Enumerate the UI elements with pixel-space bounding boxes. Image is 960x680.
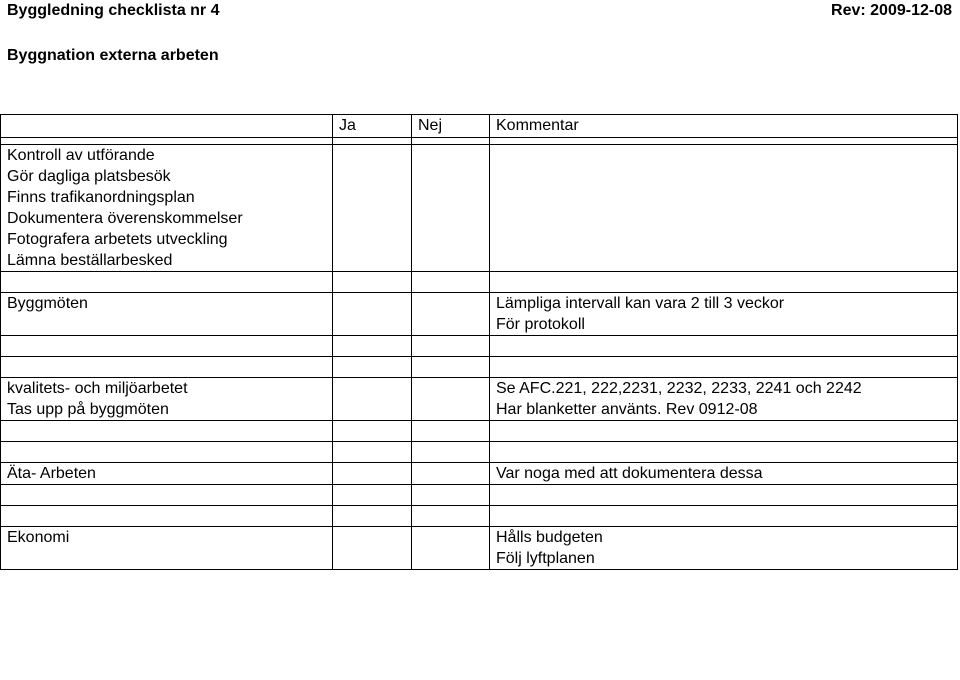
comment-cell[interactable]: För protokoll <box>490 314 958 336</box>
spacer-row <box>1 442 958 463</box>
ja-cell[interactable] <box>333 399 412 421</box>
spacer-row <box>1 336 958 357</box>
comment-cell[interactable]: Hålls budgeten <box>490 527 958 549</box>
nej-cell[interactable] <box>412 463 490 485</box>
item-label: Fotografera arbetets utveckling <box>1 229 333 250</box>
item-label: Kontroll av utförande <box>1 145 333 167</box>
checklist-item-row <box>1 548 958 570</box>
comment-cell[interactable] <box>490 166 958 187</box>
ja-cell[interactable] <box>333 314 412 336</box>
checklist-item-row <box>1 250 958 272</box>
checklist-item-row <box>1 187 958 208</box>
revision-date: Rev: 2009-12-08 <box>831 2 952 19</box>
header-cell-nej: Nej <box>412 115 490 138</box>
checklist-item-row <box>1 527 958 549</box>
spacer-row <box>1 272 958 293</box>
table-header-row <box>1 115 958 138</box>
nej-cell[interactable] <box>412 548 490 570</box>
nej-cell[interactable] <box>412 250 490 272</box>
comment-cell[interactable] <box>490 229 958 250</box>
item-label: Gör dagliga platsbesök <box>1 166 333 187</box>
comment-cell[interactable] <box>490 187 958 208</box>
nej-cell[interactable] <box>412 378 490 400</box>
item-label: Lämna beställarbesked <box>1 250 333 272</box>
spacer-row <box>1 357 958 378</box>
nej-cell[interactable] <box>412 229 490 250</box>
item-label <box>1 548 333 570</box>
header-cell-item <box>1 115 333 138</box>
spacer-row <box>1 138 958 145</box>
checklist-item-row <box>1 293 958 315</box>
item-label: Äta- Arbeten <box>1 463 333 485</box>
ja-cell[interactable] <box>333 229 412 250</box>
nej-cell[interactable] <box>412 166 490 187</box>
item-label: Byggmöten <box>1 293 333 315</box>
checklist-item-row <box>1 314 958 336</box>
nej-cell[interactable] <box>412 399 490 421</box>
ja-cell[interactable] <box>333 293 412 315</box>
comment-cell[interactable] <box>490 145 958 167</box>
spacer-row <box>1 485 958 506</box>
comment-cell[interactable]: Se AFC.221, 222,2231, 2232, 2233, 2241 och 2242 <box>490 378 958 400</box>
checklist-item-row <box>1 145 958 167</box>
ja-cell[interactable] <box>333 250 412 272</box>
ja-cell[interactable] <box>333 145 412 167</box>
comment-cell[interactable]: Följ lyftplanen <box>490 548 958 570</box>
checklist-item-row <box>1 208 958 229</box>
checklist-item-row <box>1 399 958 421</box>
spacer-row <box>1 506 958 527</box>
item-label: Dokumentera överenskommelser <box>1 208 333 229</box>
ja-cell[interactable] <box>333 548 412 570</box>
ja-cell[interactable] <box>333 187 412 208</box>
comment-cell[interactable] <box>490 250 958 272</box>
nej-cell[interactable] <box>412 208 490 229</box>
nej-cell[interactable] <box>412 314 490 336</box>
header-cell-ja: Ja <box>333 115 412 138</box>
comment-cell[interactable]: Var noga med att dokumentera dessa <box>490 463 958 485</box>
checklist-item-row <box>1 229 958 250</box>
checklist-item-row <box>1 463 958 485</box>
item-label: Finns trafikanordningsplan <box>1 187 333 208</box>
header-cell-kommentar: Kommentar <box>490 115 958 138</box>
item-label <box>1 314 333 336</box>
item-label: Tas upp på byggmöten <box>1 399 333 421</box>
nej-cell[interactable] <box>412 293 490 315</box>
ja-cell[interactable] <box>333 378 412 400</box>
spacer-row <box>1 421 958 442</box>
ja-cell[interactable] <box>333 166 412 187</box>
comment-cell[interactable] <box>490 208 958 229</box>
comment-cell[interactable]: Lämpliga intervall kan vara 2 till 3 veckor <box>490 293 958 315</box>
comment-cell[interactable]: Har blanketter använts. Rev 0912-08 <box>490 399 958 421</box>
checklist-item-row <box>1 166 958 187</box>
checklist-table <box>0 114 958 570</box>
item-label: kvalitets- och miljöarbetet <box>1 378 333 400</box>
checklist-item-row <box>1 378 958 400</box>
item-label: Ekonomi <box>1 527 333 549</box>
nej-cell[interactable] <box>412 145 490 167</box>
ja-cell[interactable] <box>333 527 412 549</box>
nej-cell[interactable] <box>412 527 490 549</box>
doc-subtitle: Byggnation externa arbeten <box>7 47 219 64</box>
doc-title: Byggledning checklista nr 4 <box>7 2 220 19</box>
nej-cell[interactable] <box>412 187 490 208</box>
ja-cell[interactable] <box>333 463 412 485</box>
ja-cell[interactable] <box>333 208 412 229</box>
